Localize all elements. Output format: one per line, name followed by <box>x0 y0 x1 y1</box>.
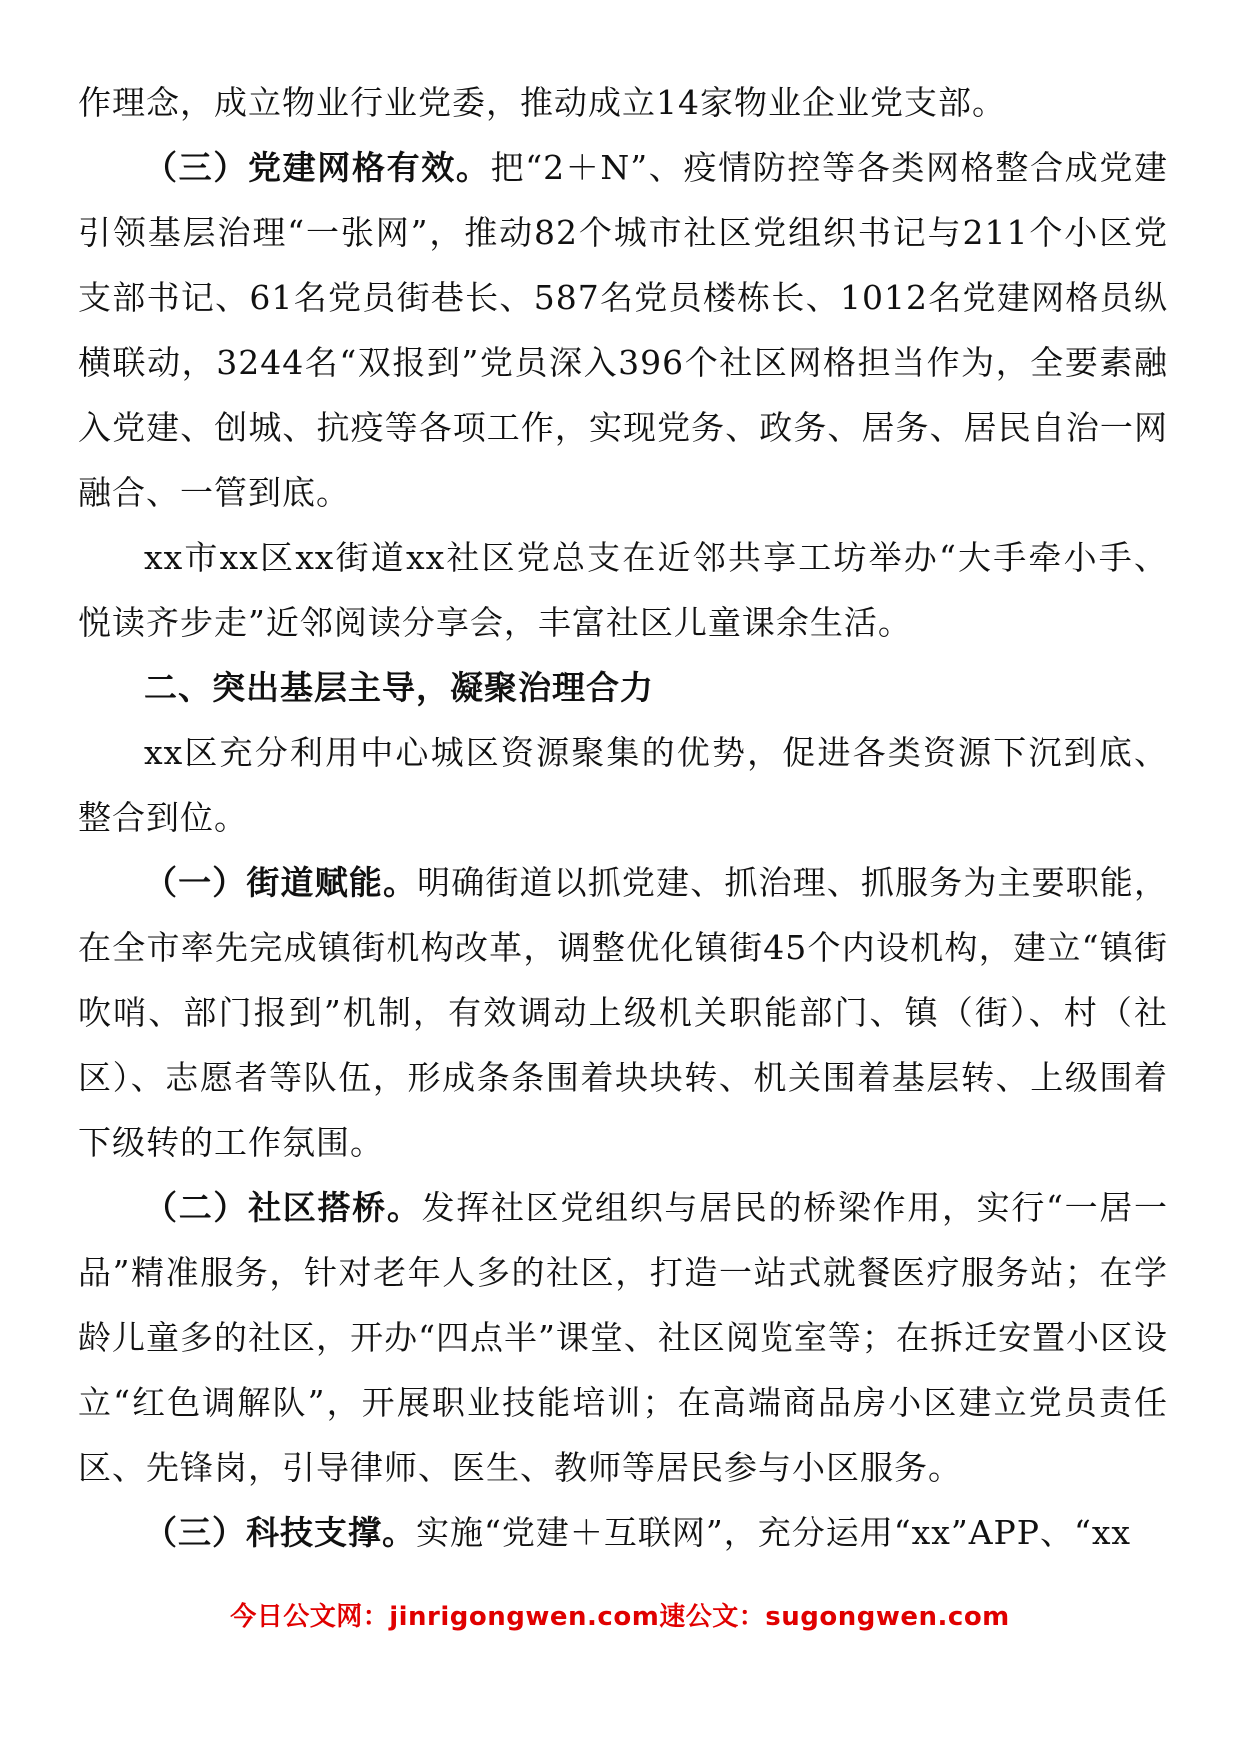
paragraph-7-lead: （二）社区搭桥。 <box>144 1188 422 1227</box>
paragraph-3 <box>78 525 1168 655</box>
paragraph-3-text: xx市xx区xx街道xx社区党总支在近邻共享工坊举办“大手牵小手、悦读齐步走”近邻阅读分享会，丰富社区儿童课余生活。 <box>78 538 1168 642</box>
document-body <box>78 70 1168 1565</box>
paragraph-2-lead: （三）党建网格有效。 <box>144 148 491 187</box>
paragraph-1 <box>78 70 1168 135</box>
paragraph-6-lead: （一）街道赋能。 <box>144 863 418 902</box>
paragraph-8-lead: （三）科技支撑。 <box>144 1513 416 1552</box>
paragraph-6-text: 明确街道以抓党建、抓治理、抓服务为主要职能，在全市率先完成镇街机构改革，调整优化镇街45个内设机构，建立“镇街吹哨、部门报到”机制，有效调动上级机关职能部门、镇（街）、村（社区）、志愿者等队伍，形成条条围着块块转、机关围着基层转、上级围着下级转的工作氛围。 <box>78 863 1169 1162</box>
section-heading-text: 二、突出基层主导，凝聚治理合力 <box>144 668 654 707</box>
paragraph-7 <box>78 1175 1168 1500</box>
section-heading <box>78 655 1168 720</box>
paragraph-8 <box>78 1500 1168 1565</box>
paragraph-6 <box>78 850 1168 1175</box>
paragraph-5 <box>78 720 1168 850</box>
paragraph-2-text: 把“2＋N”、疫情防控等各类网格整合成党建引领基层治理“一张网”，推动82个城市社区党组织书记与211个小区党支部书记、61名党员街巷长、587名党员楼栋长、1012名党建网格员纵横联动，3244名“双报到”党员深入396个社区网格担当作为，全要素融入党建、创城、抗疫等各项工作，实现党务、政务、居务、居民自治一网融合、一管到底。 <box>78 148 1168 512</box>
watermark-footer: 今日公文网：jinrigongwen.com速公文：sugongwen.com <box>230 1602 1010 1632</box>
paragraph-1-text: 作理念，成立物业行业党委，推动成立14家物业企业党支部。 <box>78 83 1006 122</box>
paragraph-5-text: xx区充分利用中心城区资源聚集的优势，促进各类资源下沉到底、整合到位。 <box>78 733 1168 837</box>
paragraph-2 <box>78 135 1168 525</box>
paragraph-7-text: 发挥社区党组织与居民的桥梁作用，实行“一居一品”精准服务，针对老年人多的社区，打造一站式就餐医疗服务站；在学龄儿童多的社区，开办“四点半”课堂、社区阅览室等；在拆迁安置小区设立“红色调解队”，开展职业技能培训；在高端商品房小区建立党员责任区、先锋岗，引导律师、医生、教师等居民参与小区服务。 <box>78 1188 1169 1487</box>
paragraph-8-text: 实施“党建＋互联网”，充分运用“xx”APP、“xx <box>416 1513 1132 1552</box>
